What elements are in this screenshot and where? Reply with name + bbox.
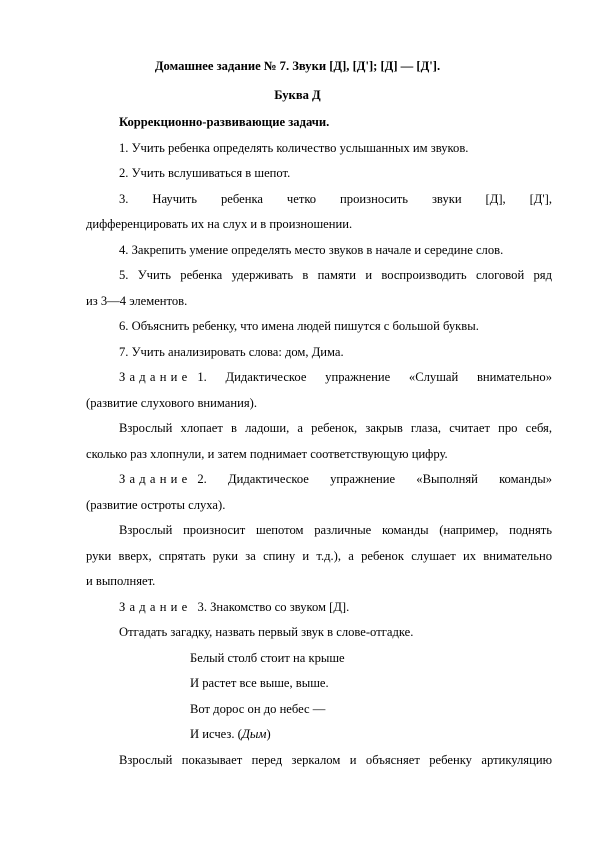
task-7: 7. Учить анализировать слова: дом, Дима.	[119, 345, 344, 359]
exercise-2-heading	[119, 472, 552, 487]
task-2: 2. Учить вслушиваться в шепот.	[119, 166, 291, 180]
task-1: 1. Учить ребенка определять количество услышанных им звуков.	[119, 141, 469, 155]
exercise-2-title: 2. Дидактическое упражнение «Выполняй команды»	[197, 472, 552, 486]
task-3-line-2: дифференцировать их на слух и в произношении.	[86, 217, 353, 231]
exercise-1-heading	[119, 370, 552, 385]
document-title: Домашнее задание № 7. Звуки [Д], [Д']; [Д] — [Д'].	[154, 59, 441, 73]
task-4: 4. Закрепить умение определять место звуков в начале и середине слов.	[119, 243, 504, 257]
exercise-1-desc-line-1: Взрослый хлопает в ладоши, а ребенок, закрыв глаза, считает про себя,	[119, 421, 552, 435]
exercise-1-title: 1. Дидактическое упражнение «Слушай внимательно»	[197, 370, 552, 384]
exercise-2-desc-line-1: Взрослый произносит шепотом различные команды (например, поднять	[119, 523, 552, 537]
riddle-answer: Дым	[241, 727, 267, 741]
exercise-1-label: Задание	[119, 370, 192, 384]
task-5-line-1: 5. Учить ребенка удерживать в памяти и воспроизводить слоговой ряд	[119, 268, 552, 282]
exercise-3-heading	[119, 600, 349, 615]
exercise-1-desc-line-2: сколько раз хлопнули, и затем поднимает соответствующую цифру.	[86, 447, 448, 461]
riddle-close: )	[266, 727, 271, 741]
task-3-line-1: 3. Научить ребенка четко произносить звуки [Д], [Д'],	[119, 192, 552, 206]
exercise-3-title: 3. Знакомство со звуком [Д].	[197, 600, 350, 614]
task-5-line-2: из 3—4 элементов.	[86, 294, 188, 308]
exercise-2-label: Задание	[119, 472, 192, 486]
riddle-line-2: И растет все выше, выше.	[190, 676, 329, 690]
exercise-2-desc-line-2: руки вверх, спрятать руки за спину и т.д.), а ребенок слушает их внимательно	[86, 549, 552, 563]
riddle-line-4-text: И исчез. (	[190, 727, 242, 741]
exercise-2-subtitle: (развитие остроты слуха).	[86, 498, 226, 512]
riddle-line-4	[190, 727, 271, 742]
riddle-line-3: Вот дорос он до небес —	[190, 702, 326, 716]
section-heading: Коррекционно-развивающие задачи.	[119, 115, 330, 129]
exercise-1-subtitle: (развитие слухового внимания).	[86, 396, 257, 410]
task-6: 6. Объяснить ребенку, что имена людей пишутся с большой буквы.	[119, 319, 479, 333]
exercise-2-desc-line-3: и выполняет.	[86, 574, 156, 588]
exercise-3-instruction: Отгадать загадку, назвать первый звук в слове-отгадке.	[119, 625, 414, 639]
final-line: Взрослый показывает перед зеркалом и объясняет ребенку артикуляцию	[119, 753, 552, 767]
exercise-3-label: Задание	[119, 600, 192, 614]
document-subtitle: Буква Д	[274, 88, 321, 102]
riddle-line-1: Белый столб стоит на крыше	[190, 651, 345, 665]
